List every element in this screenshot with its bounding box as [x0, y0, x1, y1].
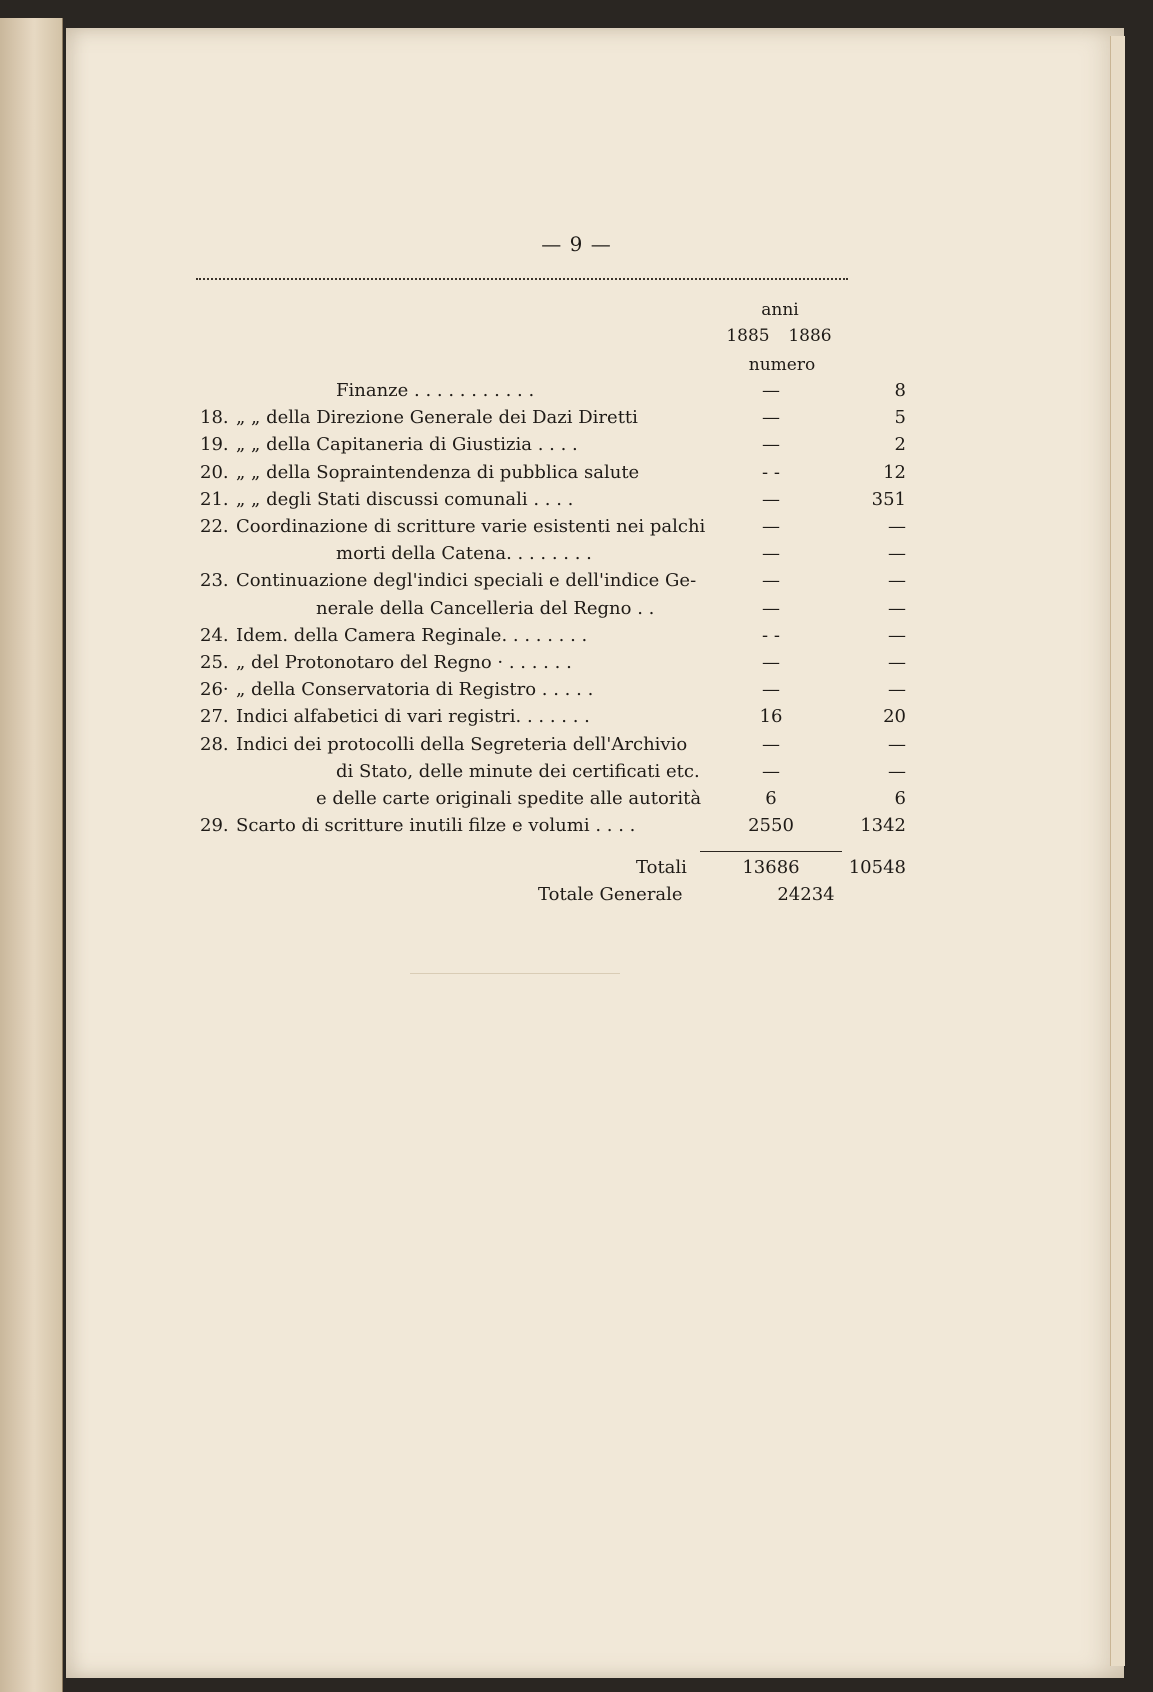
row-description: di Stato, delle minute dei certificati etc.	[336, 760, 700, 782]
row-number: 29.	[200, 815, 229, 837]
table-row	[196, 733, 906, 760]
table-row	[196, 488, 906, 515]
row-number: 23.	[200, 570, 229, 592]
row-number: 25.	[200, 652, 229, 673]
value-1886: 12	[883, 461, 906, 483]
value-1885: —	[762, 679, 780, 701]
value-1885: —	[762, 760, 780, 782]
row-description: Continuazione degl'indici speciali e dell'indice Ge-	[236, 570, 697, 592]
value-1885: - -	[762, 624, 780, 646]
row-description: „ „ della Sopraintendenza di pubblica salute	[236, 461, 640, 483]
row-description: Coordinazione di scritture varie esistenti nei palchi	[236, 516, 706, 537]
row-description: „ della Conservatoria di Registro . . . . .	[236, 679, 594, 701]
value-1885: 2550	[748, 815, 794, 837]
value-1886: —	[888, 597, 906, 619]
row-description: nerale della Cancelleria del Regno . .	[316, 597, 655, 619]
row-description: Indici dei protocolli della Segreteria dell'Archivio	[236, 733, 688, 755]
value-1886: —	[888, 516, 906, 537]
value-1885: —	[762, 434, 780, 456]
value-1886: —	[888, 679, 906, 701]
value-1886: 5	[894, 407, 906, 429]
value-1885: —	[762, 516, 780, 537]
table-row	[196, 760, 906, 787]
row-description: „ „ della Direzione Generale dei Dazi Diretti	[236, 407, 638, 429]
value-1886: —	[888, 733, 906, 755]
table-row	[196, 516, 906, 542]
value-1886: 2	[894, 434, 906, 456]
page-number: — 9 —	[541, 232, 612, 256]
value-1886: 351	[871, 488, 906, 510]
table-row	[196, 679, 906, 705]
row-number: 20.	[200, 461, 229, 483]
table-row	[196, 652, 906, 678]
totals-1886: 10548	[848, 857, 906, 878]
row-number: 19.	[200, 434, 229, 456]
value-1886: 8	[894, 380, 906, 401]
table-row	[196, 461, 906, 488]
value-1885: —	[762, 570, 780, 592]
value-1885: 6	[765, 788, 777, 809]
value-1886: —	[888, 652, 906, 673]
totals-row	[196, 857, 906, 883]
value-1886: —	[888, 543, 906, 565]
row-description: e delle carte originali spedite alle autorità	[316, 788, 702, 809]
table-row	[196, 407, 906, 433]
table-row	[196, 597, 906, 624]
value-1885: —	[762, 652, 780, 673]
value-1885: - -	[762, 461, 780, 483]
table-row	[196, 815, 906, 841]
value-1885: —	[762, 543, 780, 565]
value-1885: 16	[759, 706, 783, 728]
grand-total-row	[196, 884, 836, 910]
table-row	[196, 706, 906, 732]
value-1885: —	[762, 380, 780, 401]
decorative-line	[410, 973, 620, 974]
column-header-1885: 1885	[726, 326, 770, 346]
row-number: 24.	[200, 624, 229, 646]
row-description: „ „ della Capitaneria di Giustizia . . . .	[236, 434, 578, 456]
page-fore-edge	[1110, 36, 1125, 1666]
column-header-1886: 1886	[788, 326, 832, 346]
row-number: 22.	[200, 516, 229, 537]
row-number: 28.	[200, 733, 229, 755]
facing-page-edge	[0, 18, 63, 1692]
table-row	[196, 788, 906, 814]
row-description: morti della Catena. . . . . . . .	[336, 543, 592, 565]
row-description: Finanze . . . . . . . . . . .	[336, 380, 535, 401]
value-1886: —	[888, 570, 906, 592]
column-unit-header: numero	[748, 355, 816, 375]
table-row	[196, 380, 906, 406]
row-description: Idem. della Camera Reginale. . . . . . . .	[236, 624, 588, 646]
row-number: 26·	[200, 679, 229, 701]
value-1886: 1342	[860, 815, 906, 837]
value-1886: —	[888, 760, 906, 782]
column-group-header: anni	[761, 300, 799, 320]
row-number: 21.	[200, 488, 229, 510]
value-1885: —	[762, 407, 780, 429]
totals-rule	[700, 851, 842, 852]
header-rule	[196, 278, 848, 280]
row-description: „ „ degli Stati discussi comunali . . . .	[236, 488, 574, 510]
row-number: 27.	[200, 706, 229, 728]
grand-total-label: Totale Generale	[538, 884, 683, 905]
row-description: Indici alfabetici di vari registri. . . . . . .	[236, 706, 590, 728]
table-row	[196, 434, 906, 460]
row-description: Scarto di scritture inutili filze e volumi . . . .	[236, 815, 636, 837]
table-row	[196, 570, 906, 596]
totals-label: Totali	[636, 857, 687, 878]
value-1886: 6	[894, 788, 906, 809]
row-description: „ del Protonotaro del Regno · . . . . . .	[236, 652, 572, 673]
book-page	[66, 28, 1124, 1678]
value-1886: 20	[883, 706, 906, 728]
value-1885: —	[762, 597, 780, 619]
value-1886: —	[888, 624, 906, 646]
totals-1885: 13686	[742, 857, 800, 878]
table-row	[196, 624, 906, 651]
grand-total-value: 24234	[777, 884, 835, 905]
value-1885: —	[762, 733, 780, 755]
row-number: 18.	[200, 407, 229, 429]
value-1885: —	[762, 488, 780, 510]
table-row	[196, 543, 906, 569]
